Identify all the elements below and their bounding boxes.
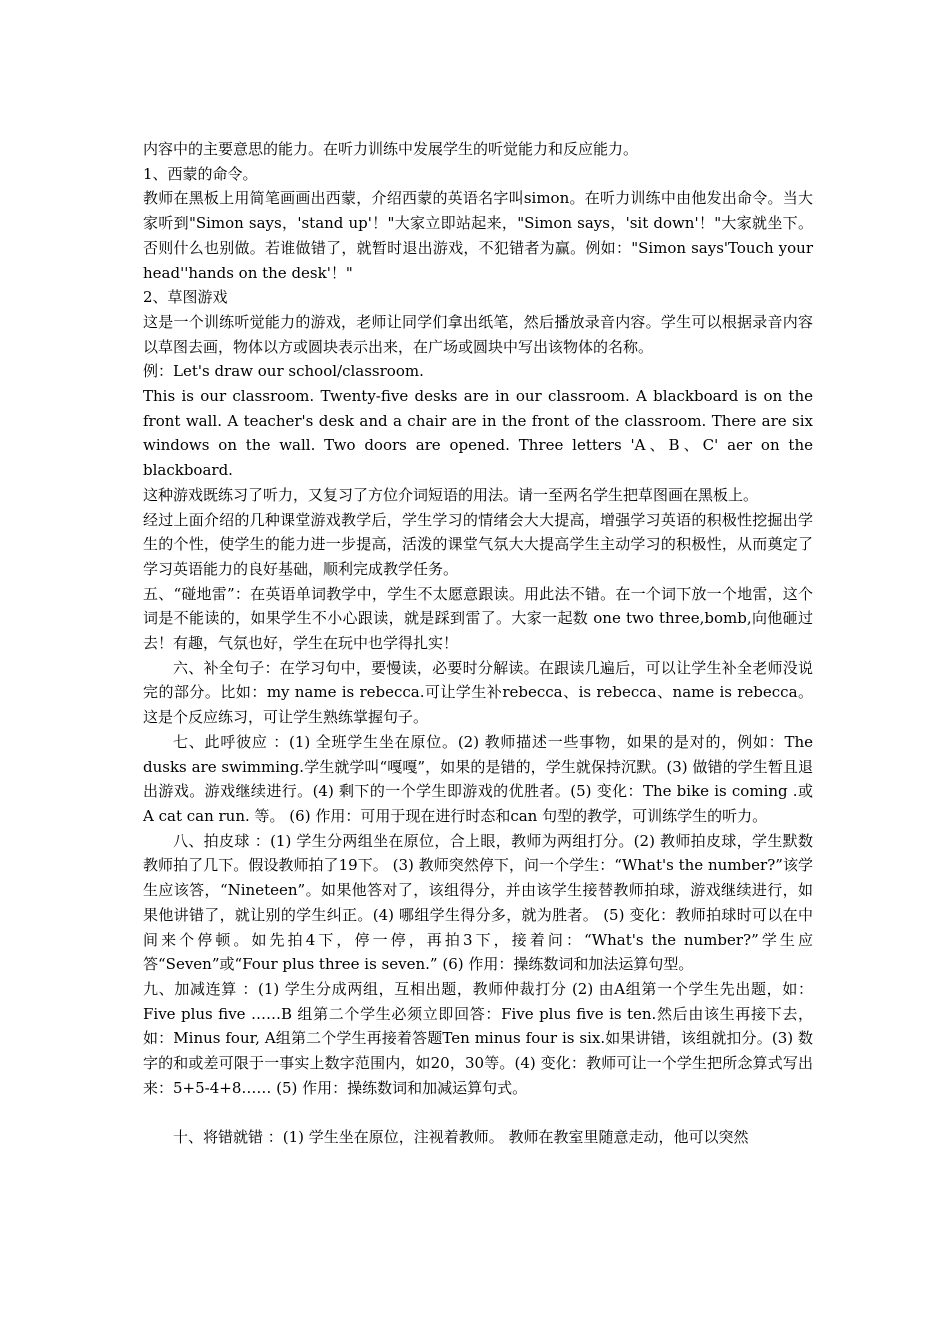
paragraph-listening-intro: 内容中的主要意思的能力。在听力训练中发展学生的听觉能力和反应能力。 [143, 140, 639, 158]
heading-sketch-game: 2、草图游戏 [143, 288, 228, 307]
paragraph-sketch-example: 例：Let's draw our school/classroom. [143, 362, 424, 381]
paragraph-bounce-ball: 八、拍皮球 ：(1) 学生分两组坐在原位，合上眼，教师为两组打分。(2) 教师拍皮球，学生默数教师拍了几下。假设教师拍了19下。 (3) 教师突然停下，问一个学生：“What's the number?”该学生应该答，“Nineteen”。如果他答对了，该组得分，并由该学生接替教师拍球，游戏继续进行，如果他讲错了，就让别的学生纠正。(4) 哪组学生得分多，就为胜者。 (5) 变化：教师拍球时可以在中间来个停顿。如先拍4下，停一停，再拍3下，接着问：“What's the number?”学生应答“Seven”或“Four plus three is seven.” (6) 作用：操练数词和加法运算句型。 [143, 831, 813, 974]
paragraph-add-subtract: 九、加减连算 ：(1) 学生分成两组，互相出题，教师仲裁打分 (2) 由A组第一个学生先出题，如：Five plus five ……B 组第二个学生必须立即回答：Five plus five is ten.然后由该生再接下去，如：Minus four, A组第二个学生再接着答题Ten minus four is six.如果讲错，该组就扣分。(3) 数字的和或差可限于一事实上数字范围内，如20，30等。(4) 变化：教师可让一个学生把所念算式写出来：5+5-4+8…… (5) 作用：操练数词和加减运算句式。 [143, 979, 813, 1097]
paragraph-landmine: 五、“碰地雷”：在英语单词教学中，学生不太愿意跟读。用此法不错。在一个词下放一个地雷，这个词是不能读的，如果学生不小心跟读，就是踩到雷了。大家一起数 one two three,bomb,向他砸过去！有趣，气氛也好，学生在玩中也学得扎实！ [143, 584, 813, 653]
paragraph-call-response: 七、此呼彼应 ：(1) 全班学生坐在原位。(2) 教师描述一些事物，如果的是对的，例如：The dusks are swimming.学生就学叫“嘎嘎”，如果的是错的，学生就保持沉默。(3) 做错的学生暂且退出游戏。游戏继续进行。(4) 剩下的一个学生即游戏的优胜者。(5) 变化：The bike is coming .或 A cat can run. 等。 (6) 作用：可用于现在进行时态和can 句型的教学，可训练学生的听力。 [143, 732, 813, 825]
document-body [143, 137, 813, 1150]
paragraph-sketch-game: 这是一个训练听觉能力的游戏，老师让同学们拿出纸笔，然后播放录音内容。学生可以根据录音内容以草图去画，物体以方或圆块表示出来，在广场或圆块中写出该物体的名称。 [143, 312, 813, 356]
paragraph-games-summary: 经过上面介绍的几种课堂游戏教学后，学生学习的情绪会大大提高，增强学习英语的积极性挖掘出学生的个性，使学生的能力进一步提高，活泼的课堂气氛大大提高学生主动学习的积极性，从而奠定了学习英语能力的良好基础，顺利完成教学任务。 [143, 510, 813, 578]
paragraph-complete-sentence: 六、补全句子：在学习句中，要慢读，必要时分解读。在跟读几遍后，可以让学生补全老师没说完的部分。比如：my name is rebecca.可让学生补rebecca、is rebecca、name is rebecca。这是个反应练习，可让学生熟练掌握句子。 [143, 658, 813, 727]
paragraph-simon-says: 教师在黑板上用简笔画画出西蒙，介绍西蒙的英语名字叫simon。在听力训练中由他发出命令。当大家听到"Simon says，'stand up'！"大家立即站起来，"Simon says，'sit down'！"大家就坐下。否则什么也别做。若谁做错了，就暂时退出游戏，不犯错者为赢。例如："Simon says'Touch your head''hands on the desk'！" [143, 189, 813, 282]
heading-simon-says: 1、西蒙的命令。 [143, 164, 258, 183]
paragraph-follow-mistake: 十、将错就错 ：(1) 学生坐在原位，注视着教师。 教师在教室里随意走动，他可以突然 [173, 1128, 749, 1147]
paragraph-classroom-text: This is our classroom. Twenty-five desks are in our classroom. A blackboard is on the front wall. A teacher's desk and a chair are in the front of the classroom. There are six windows on the wall. Two doors are opened. Three letters 'A、B、C' aer on the blackboard. [143, 387, 813, 480]
paragraph-sketch-summary: 这种游戏既练习了听力，又复习了方位介词短语的用法。请一至两名学生把草图画在黑板上。 [143, 485, 759, 504]
